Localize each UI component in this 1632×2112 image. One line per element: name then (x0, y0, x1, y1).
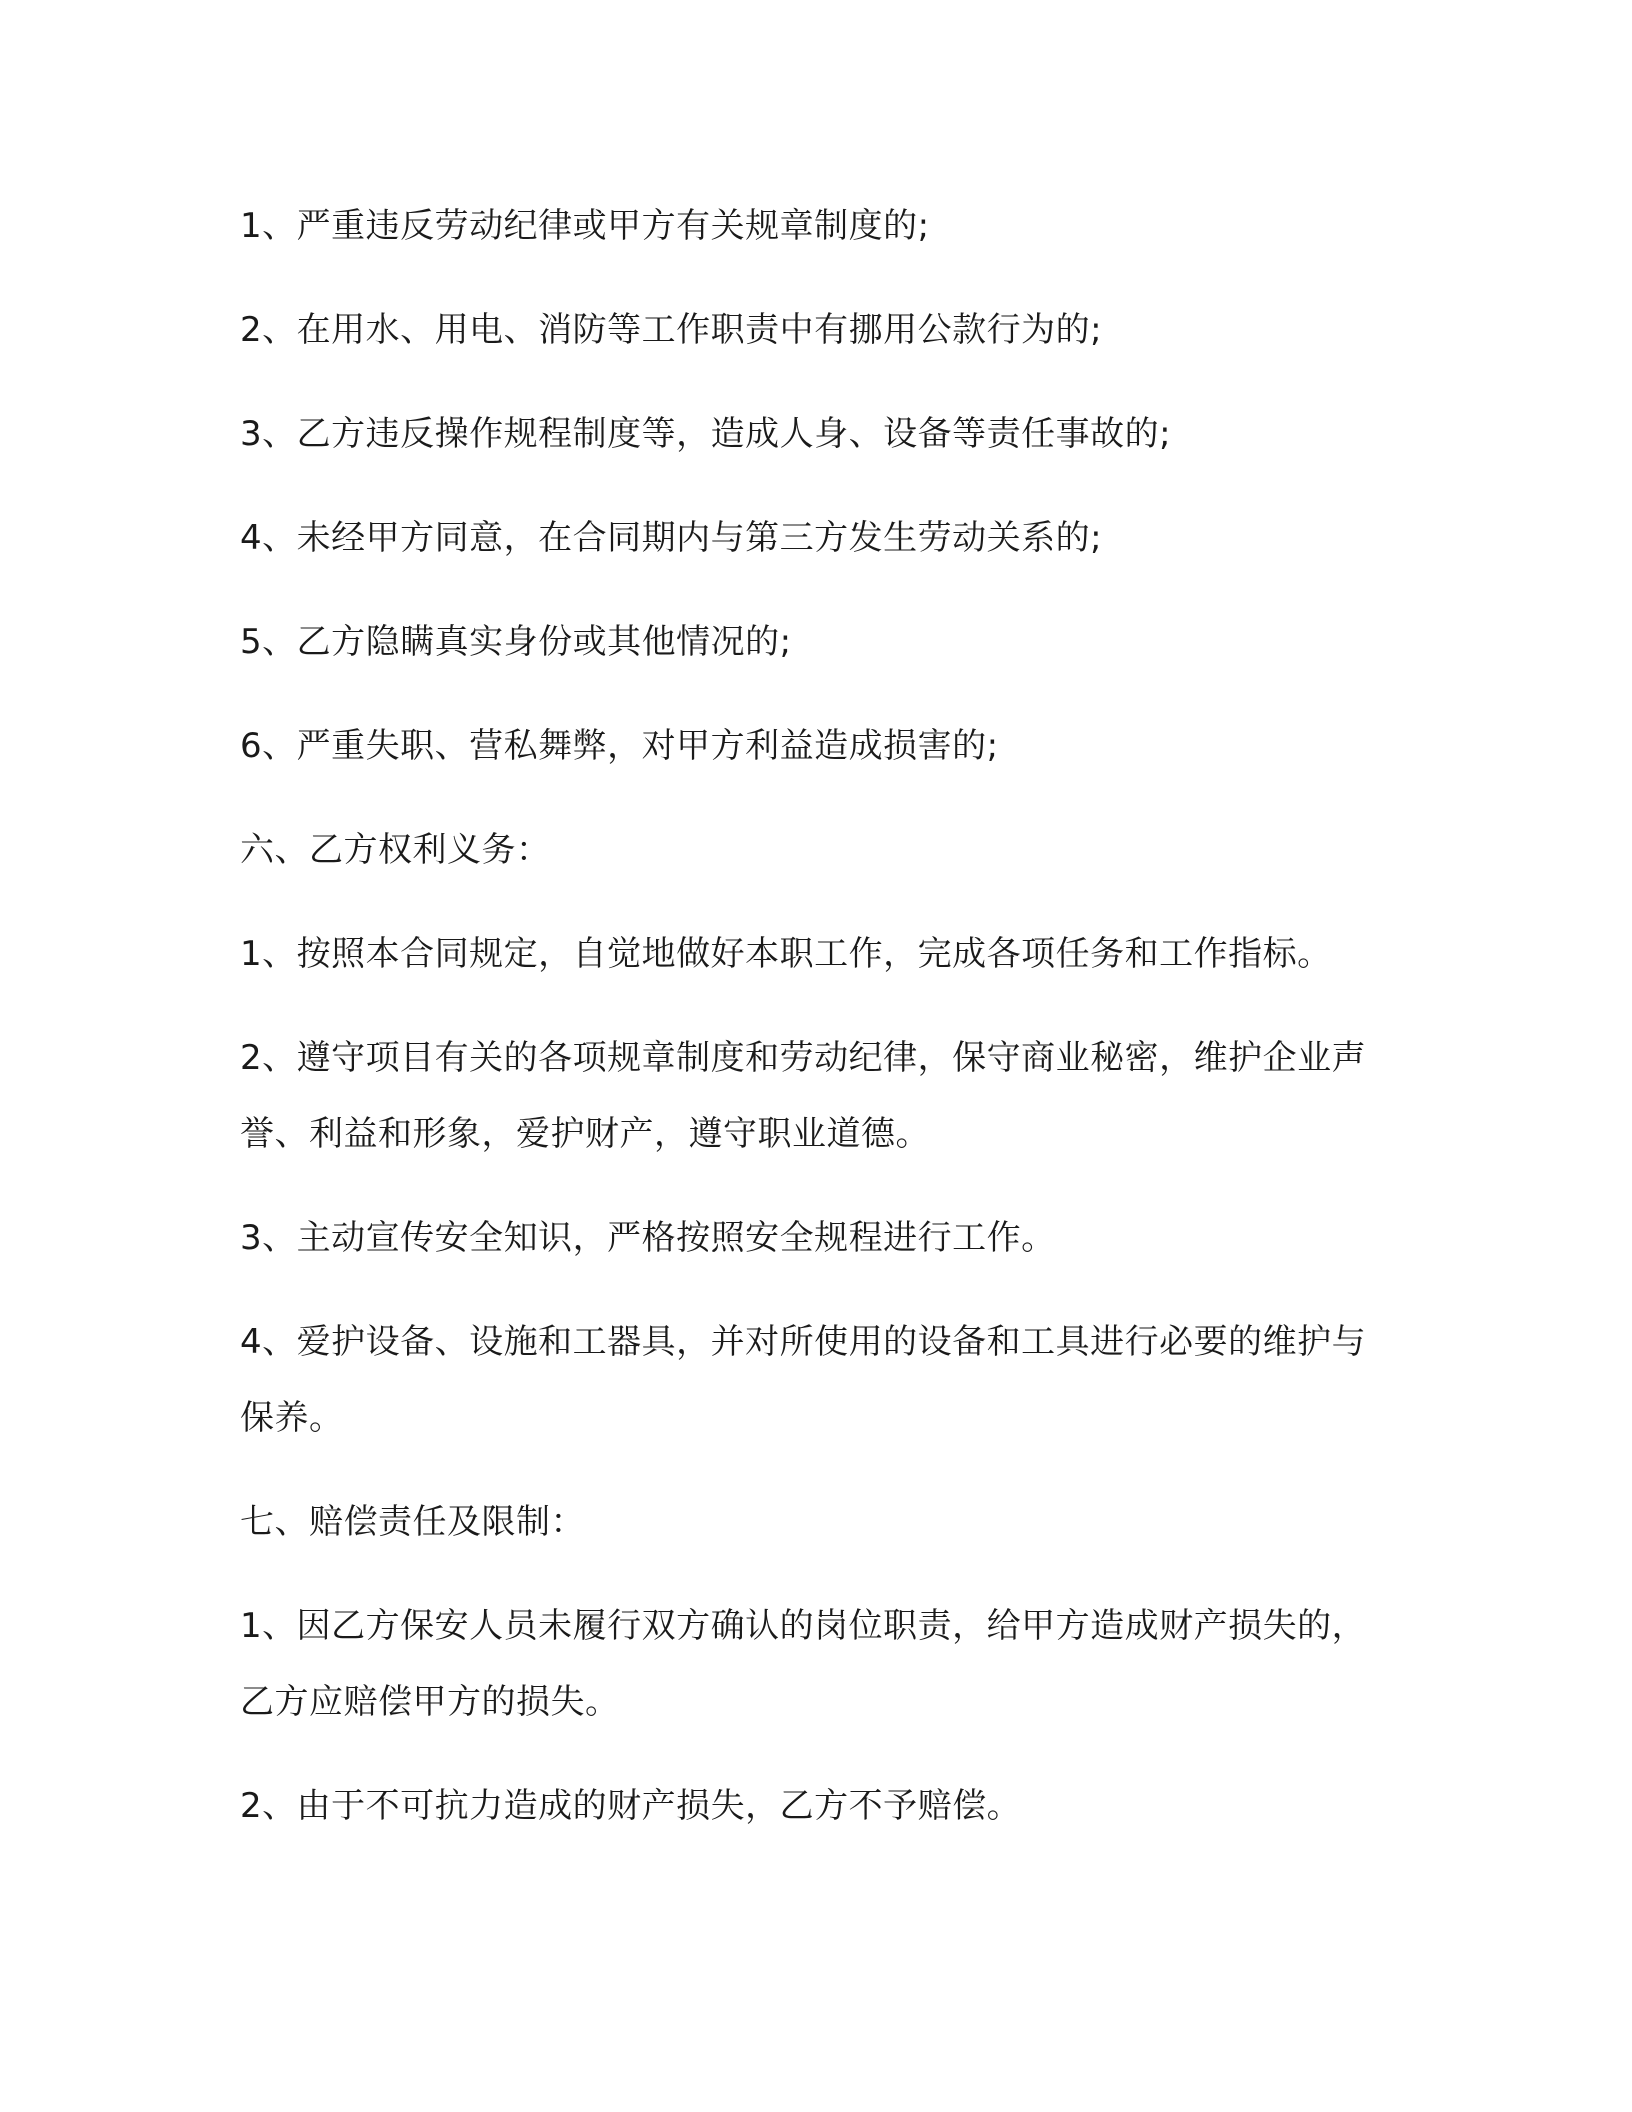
clause-6-item-3: 3、主动宣传安全知识，严格按照安全规程进行工作。 (240, 1218, 1056, 1258)
clause-5-item-3: 3、乙方违反操作规程制度等，造成人身、设备等责任事故的; (240, 414, 1172, 454)
clause-7-item-2: 2、由于不可抗力造成的财产损失，乙方不予赔偿。 (240, 1786, 1022, 1826)
clause-5-item-5: 5、乙方隐瞒真实身份或其他情况的; (240, 622, 792, 662)
clause-5-item-1: 1、严重违反劳动纪律或甲方有关规章制度的; (240, 206, 930, 246)
clause-7-item-1: 1、因乙方保安人员未履行双方确认的岗位职责，给甲方造成财产损失的，乙方应赔偿甲方的损失。 (240, 1606, 1367, 1722)
clause-6-item-2: 2、遵守项目有关的各项规章制度和劳动纪律，保守商业秘密，维护企业声誉、利益和形象，爱护财产，遵守职业道德。 (240, 1038, 1367, 1154)
clause-5-item-6: 6、严重失职、营私舞弊，对甲方利益造成损害的; (240, 726, 999, 766)
section-heading-rights-obligations: 六、乙方权利义务： (240, 830, 551, 870)
section-heading-liability: 七、赔偿责任及限制： (240, 1502, 585, 1542)
clause-5-item-2: 2、在用水、用电、消防等工作职责中有挪用公款行为的; (240, 310, 1103, 350)
clause-6-item-1: 1、按照本合同规定，自觉地做好本职工作，完成各项任务和工作指标。 (240, 934, 1332, 974)
clause-5-item-4: 4、未经甲方同意，在合同期内与第三方发生劳动关系的; (240, 518, 1103, 558)
clause-6-item-4: 4、爱护设备、设施和工器具，并对所使用的设备和工具进行必要的维护与保养。 (240, 1322, 1367, 1438)
document-body (240, 188, 1400, 1844)
